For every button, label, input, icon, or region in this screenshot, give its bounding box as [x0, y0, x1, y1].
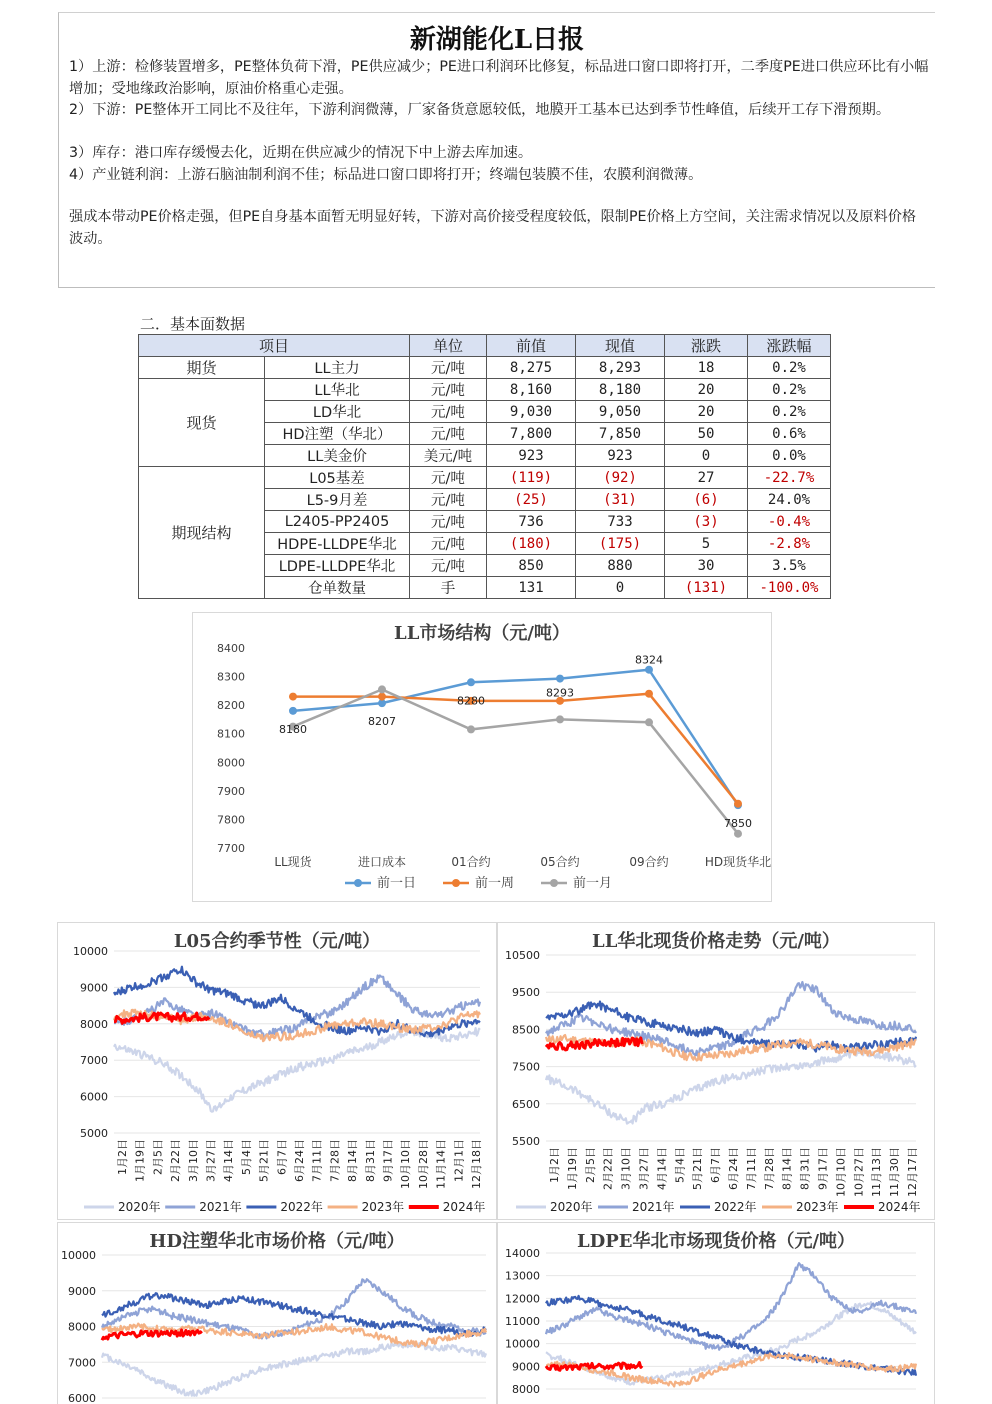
x-tick-label: 2月5日 [583, 1147, 597, 1183]
data-point [467, 725, 475, 733]
x-tick-label: 01合约 [451, 855, 491, 869]
series-line [114, 976, 480, 1039]
cur-cell: 923 [576, 445, 665, 467]
y-tick-label: 10000 [505, 1337, 540, 1351]
unit-cell: 元/吨 [410, 423, 487, 445]
x-tick-label: 6月24日 [293, 1139, 306, 1182]
item-cell: L05基差 [265, 467, 410, 489]
prev-cell: 7,800 [487, 423, 576, 445]
ldpe-north-chart [497, 1222, 935, 1404]
legend-label: 2020年 [550, 1200, 593, 1214]
y-tick-label: 8400 [217, 642, 245, 655]
item-cell: LL主力 [265, 357, 410, 379]
y-tick-label: 7000 [68, 1356, 96, 1370]
y-tick-label: 7700 [217, 842, 245, 855]
x-tick-label: 7月28日 [328, 1139, 342, 1182]
y-tick-label: 9000 [68, 1284, 96, 1298]
table-row [139, 379, 831, 401]
series-line [546, 1048, 916, 1124]
y-tick-label: 6500 [512, 1097, 540, 1111]
cur-cell: 880 [576, 555, 665, 577]
legend-label: 2021年 [632, 1200, 675, 1214]
x-tick-label: 3月10日 [186, 1139, 200, 1182]
unit-cell: 元/吨 [410, 489, 487, 511]
x-tick-label: 1月2日 [548, 1147, 561, 1183]
x-tick-label: 05合约 [540, 855, 580, 869]
cur-cell: (31) [576, 489, 665, 511]
data-point [645, 690, 653, 698]
y-tick-label: 9000 [512, 1360, 540, 1374]
cur-cell: 733 [576, 511, 665, 533]
x-tick-label: 10月10日 [399, 1139, 413, 1189]
x-tick-label: 12月17日 [906, 1147, 919, 1197]
data-point [645, 718, 653, 726]
header-cur: 现值 [576, 335, 665, 357]
report-title: 新湖能化L日报 [409, 25, 585, 55]
data-point [734, 830, 742, 838]
y-tick-label: 5500 [512, 1135, 540, 1148]
pct-cell: -22.7% [748, 467, 831, 489]
legend-marker [354, 879, 362, 887]
prev-cell: (25) [487, 489, 576, 511]
x-tick-label: 8月31日 [363, 1139, 377, 1182]
prev-cell: (180) [487, 533, 576, 555]
x-tick-label: 1月19日 [133, 1139, 147, 1182]
chg-cell: (131) [665, 577, 748, 599]
legend-label: 2024年 [878, 1200, 921, 1214]
cur-cell: 8,293 [576, 357, 665, 379]
profit-paragraph: 4）产业链利润：上游石脑油制利润不佳；标品进口窗口即将打开；终端包装膜不佳，农膜利润微薄。 [69, 167, 703, 183]
y-tick-label: 8000 [80, 1017, 108, 1031]
x-tick-label: 7月11日 [744, 1147, 758, 1190]
table-header-row [139, 335, 831, 357]
y-tick-label: 6000 [80, 1090, 108, 1104]
series-line [546, 1353, 916, 1386]
y-tick-label: 8200 [217, 699, 245, 713]
prev-cell: 131 [487, 577, 576, 599]
x-tick-label: 5月21日 [691, 1147, 705, 1190]
ll-north-spot-chart [497, 922, 935, 1220]
x-tick-label: 7月28日 [762, 1147, 776, 1190]
unit-cell: 手 [410, 577, 487, 599]
x-tick-label: 3月27日 [637, 1147, 651, 1190]
legend-label: 2021年 [199, 1200, 242, 1214]
unit-cell: 元/吨 [410, 401, 487, 423]
x-tick-label: 进口成本 [357, 855, 407, 869]
x-tick-label: 2月22日 [601, 1147, 615, 1190]
legend-label: 2020年 [118, 1200, 161, 1214]
series-line [114, 1028, 480, 1112]
data-point [378, 685, 386, 693]
y-tick-label: 10000 [73, 945, 108, 958]
legend-label: 前一月 [573, 876, 613, 891]
y-tick-label: 7000 [80, 1054, 108, 1068]
chart-title: HD注塑华北市场价格（元/吨） [149, 1231, 405, 1252]
y-tick-label: 7900 [217, 784, 245, 798]
x-tick-label: 10月10日 [834, 1147, 848, 1197]
x-tick-label: 4月14日 [222, 1139, 236, 1182]
y-tick-label: 8300 [217, 670, 245, 684]
table-body [139, 357, 831, 599]
x-tick-label: 8月14日 [780, 1147, 794, 1190]
cur-cell: (175) [576, 533, 665, 555]
legend-label: 2024年 [442, 1200, 486, 1214]
y-tick-label: 9500 [512, 986, 540, 1000]
x-tick-label: 5月21日 [257, 1139, 271, 1182]
ll-market-structure-chart [192, 612, 772, 902]
x-tick-label: 6月7日 [709, 1147, 723, 1183]
chg-cell: 5 [665, 533, 748, 555]
pct-cell: 0.2% [748, 357, 831, 379]
pct-cell: 0.6% [748, 423, 831, 445]
table-row [139, 357, 831, 379]
item-cell: LL华北 [265, 379, 410, 401]
legend-label: 2022年 [280, 1200, 323, 1214]
x-tick-label: 3月10日 [619, 1147, 633, 1190]
x-tick-label: 1月19日 [565, 1147, 579, 1190]
x-tick-label: 8月14日 [346, 1139, 360, 1182]
y-tick-label: 10500 [505, 949, 540, 962]
legend-label: 前一日 [377, 876, 417, 891]
y-tick-label: 8100 [217, 727, 245, 741]
x-tick-label: 4月14日 [655, 1147, 669, 1190]
prev-cell: 9,030 [487, 401, 576, 423]
series-line [293, 686, 738, 833]
x-tick-label: 12月18日 [470, 1139, 483, 1189]
pct-cell: 0.2% [748, 379, 831, 401]
data-label: 7850 [724, 817, 752, 831]
x-tick-label: 2月22日 [169, 1139, 183, 1182]
header-item: 项目 [139, 335, 410, 357]
row-group-label: 期现结构 [139, 467, 265, 599]
chg-cell: 50 [665, 423, 748, 445]
x-tick-label: 3月27日 [204, 1139, 218, 1182]
section-heading: 二．基本面数据 [140, 315, 246, 333]
unit-cell: 元/吨 [410, 379, 487, 401]
upstream-paragraph: 1）上游：检修装置增多，PE整体负荷下滑，PE供应减少；PE进口利润环比修复，标品进口窗口即将打开，二季度PE进口供应环比有小幅增加；受地缘政治影响，原油价格重心走强。 [69, 59, 929, 97]
chg-cell: 20 [665, 379, 748, 401]
series-line [293, 670, 738, 805]
y-tick-label: 10000 [61, 1249, 96, 1262]
item-cell: LD华北 [265, 401, 410, 423]
y-tick-label: 8000 [68, 1320, 96, 1334]
chart-svg [193, 613, 771, 901]
x-tick-label: 5月4日 [673, 1147, 687, 1183]
l05-seasonality-chart [57, 922, 497, 1220]
x-tick-label: 9月17日 [816, 1147, 830, 1190]
y-tick-label: 8000 [217, 756, 245, 770]
data-label: 8293 [546, 686, 574, 700]
x-tick-label: 5月4日 [239, 1139, 253, 1175]
report-summary-box [58, 12, 935, 288]
cur-cell: 8,180 [576, 379, 665, 401]
y-tick-label: 7500 [512, 1060, 540, 1074]
chart-svg [58, 923, 496, 1219]
prev-cell: 850 [487, 555, 576, 577]
y-tick-label: 9000 [80, 981, 108, 995]
row-group-label: 现货 [139, 379, 265, 467]
prev-cell: 736 [487, 511, 576, 533]
unit-cell: 元/吨 [410, 511, 487, 533]
series-line [102, 1342, 486, 1396]
pct-cell: 3.5% [748, 555, 831, 577]
cur-cell: 9,050 [576, 401, 665, 423]
pct-cell: 0.0% [748, 445, 831, 467]
row-group-label: 期货 [139, 357, 265, 379]
x-tick-label: 10月28日 [416, 1139, 430, 1189]
data-point [556, 715, 564, 723]
y-tick-label: 5000 [80, 1127, 108, 1140]
legend-label: 2023年 [796, 1200, 839, 1214]
data-label: 8324 [635, 653, 663, 667]
header-unit: 单位 [410, 335, 487, 357]
prev-cell: 8,160 [487, 379, 576, 401]
data-label: 8280 [457, 694, 485, 708]
x-tick-label: 6月24日 [727, 1147, 740, 1190]
prev-cell: 8,275 [487, 357, 576, 379]
x-tick-label: 2月5日 [151, 1139, 165, 1175]
x-tick-label: HD现货华北 [704, 855, 771, 869]
y-tick-label: 6000 [68, 1392, 96, 1404]
hd-injection-chart [57, 1222, 497, 1404]
header-chg: 涨跌 [665, 335, 748, 357]
legend-label: 2023年 [361, 1200, 405, 1214]
cur-cell: (92) [576, 467, 665, 489]
chg-cell: 30 [665, 555, 748, 577]
chg-cell: 18 [665, 357, 748, 379]
y-tick-label: 8000 [512, 1383, 540, 1396]
chg-cell: 0 [665, 445, 748, 467]
item-cell: 仓单数量 [265, 577, 410, 599]
prev-cell: (119) [487, 467, 576, 489]
chart-title: LL市场结构（元/吨） [394, 623, 570, 644]
summary-paragraph: 强成本带动PE价格走强，但PE自身基本面暂无明显好转，下游对高价接受程度较低，限制PE价格上方空间，关注需求情况以及原料价格波动。 [69, 209, 917, 247]
cur-cell: 7,850 [576, 423, 665, 445]
cur-cell: 0 [576, 577, 665, 599]
unit-cell: 元/吨 [410, 555, 487, 577]
data-point [556, 675, 564, 683]
chart-title: LL华北现货价格走势（元/吨） [592, 931, 840, 952]
y-tick-label: 14000 [505, 1247, 540, 1260]
chart-title: LDPE华北市场现货价格（元/吨） [576, 1231, 856, 1252]
y-tick-label: 11000 [505, 1315, 540, 1328]
chg-cell: 27 [665, 467, 748, 489]
pct-cell: 0.2% [748, 401, 831, 423]
legend-label: 2022年 [714, 1200, 757, 1214]
data-point [645, 666, 653, 674]
chg-cell: (6) [665, 489, 748, 511]
unit-cell: 元/吨 [410, 357, 487, 379]
x-tick-label: LL现货 [274, 855, 312, 869]
item-cell: LL美金价 [265, 445, 410, 467]
data-point [289, 707, 297, 715]
x-tick-label: 9月17日 [381, 1139, 395, 1182]
item-cell: L2405-PP2405 [265, 511, 410, 533]
chart-svg [498, 1223, 934, 1404]
legend-marker [550, 879, 558, 887]
chart-svg [498, 923, 934, 1219]
header-pct: 涨跌幅 [748, 335, 831, 357]
chart-title: L05合约季节性（元/吨） [173, 931, 381, 952]
y-tick-label: 8500 [512, 1023, 540, 1037]
item-cell: HD注塑（华北） [265, 423, 410, 445]
x-tick-label: 11月14日 [434, 1139, 448, 1189]
x-tick-label: 6月7日 [275, 1139, 289, 1175]
chg-cell: 20 [665, 401, 748, 423]
y-tick-label: 12000 [505, 1292, 540, 1306]
unit-cell: 元/吨 [410, 533, 487, 555]
data-label: 8207 [368, 715, 396, 729]
x-tick-label: 10月27日 [852, 1147, 866, 1197]
legend-label: 前一周 [475, 876, 515, 891]
fundamentals-table [138, 334, 831, 599]
data-point [734, 800, 742, 808]
inventory-paragraph: 3）库存：港口库存缓慢去化，近期在供应减少的情况下中上游去库加速。 [69, 145, 533, 161]
header-prev: 前值 [487, 335, 576, 357]
y-tick-label: 13000 [505, 1269, 540, 1283]
table-row [139, 467, 831, 489]
data-label: 8180 [279, 722, 307, 736]
item-cell: LDPE-LLDPE华北 [265, 555, 410, 577]
x-tick-label: 11月13日 [870, 1147, 884, 1197]
x-tick-label: 8月31日 [798, 1147, 812, 1190]
unit-cell: 美元/吨 [410, 445, 487, 467]
item-cell: L5-9月差 [265, 489, 410, 511]
x-tick-label: 1月2日 [116, 1139, 129, 1175]
chg-cell: (3) [665, 511, 748, 533]
pct-cell: -2.8% [748, 533, 831, 555]
legend-marker [452, 879, 460, 887]
chart-svg [58, 1223, 496, 1404]
x-tick-label: 11月30日 [888, 1147, 902, 1197]
pct-cell: -100.0% [748, 577, 831, 599]
data-point [289, 693, 297, 701]
pct-cell: 24.0% [748, 489, 831, 511]
x-tick-label: 7月11日 [310, 1139, 324, 1182]
pct-cell: -0.4% [748, 511, 831, 533]
unit-cell: 元/吨 [410, 467, 487, 489]
data-point [467, 678, 475, 686]
downstream-paragraph: 2）下游：PE整体开工同比不及往年，下游利润微薄，厂家备货意愿较低，地膜开工基本已达到季节性峰值，后续开工存下滑预期。 [69, 102, 891, 118]
data-point [378, 693, 386, 701]
prev-cell: 923 [487, 445, 576, 467]
item-cell: HDPE-LLDPE华北 [265, 533, 410, 555]
x-tick-label: 09合约 [629, 855, 669, 869]
y-tick-label: 7800 [217, 813, 245, 827]
x-tick-label: 12月1日 [452, 1139, 466, 1182]
